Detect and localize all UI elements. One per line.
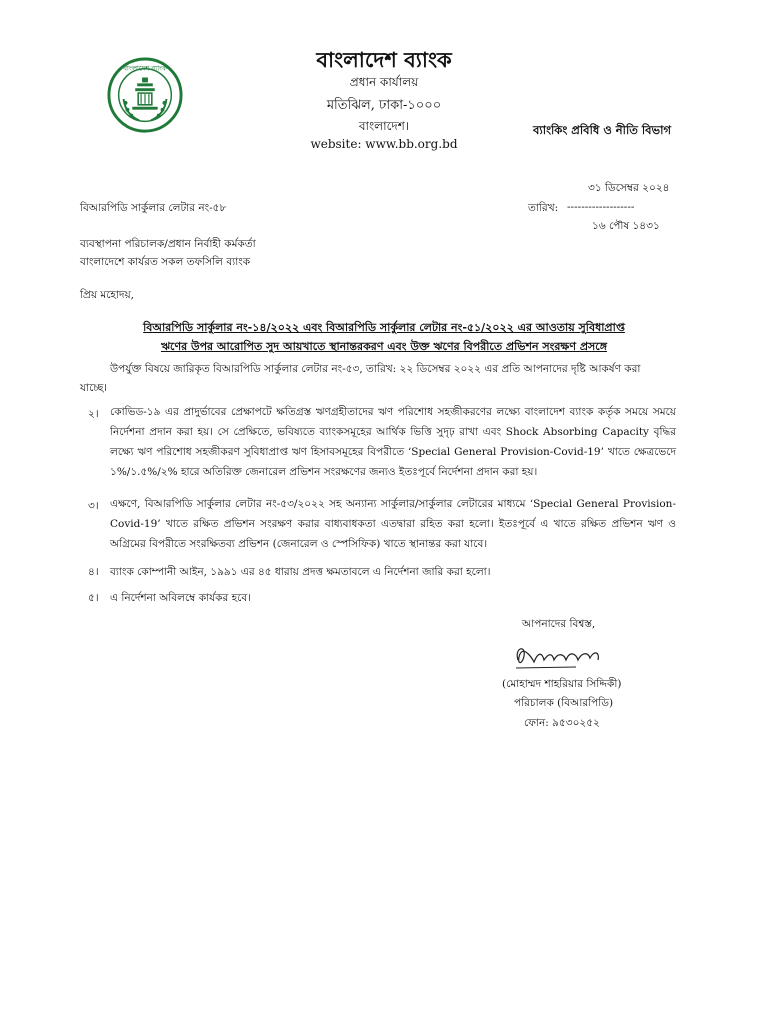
signatory-phone: ফোন: ৯৫৩০২৫২ (524, 717, 600, 729)
bank-name: বাংলাদেশ ব্যাংক (316, 47, 452, 72)
paragraph-5-number: ৫। (88, 592, 99, 604)
paragraph-4: ব্যাংক কোম্পানী আইন, ১৯৯১ এর ৪৫ ধারায় প্রদত্ত ক্ষমতাবলে এ নির্দেশনা জারি করা হলো। (110, 566, 491, 578)
paragraph-3-number: ৩। (88, 500, 99, 512)
paragraph-3: এক্ষণে, বিআরপিডি সার্কুলার লেটার নং-৫৩/২০২২ সহ অন্যান্য সার্কুলার/সার্কুলার লেটারের মাধ্যমে ‘Special General Provision-Covid-19’ খাতে রক্ষিত প্রভিশন সংরক্ষণ করার বাধ্যবাধকতা এতদ্বারা রহিত করা হলো। ইতঃপূর্বে এ খাতে রক্ষিত প্রভিশন ঋণ ও অগ্রিমের বিপরীতে সংরক্ষিতব্য প্রভিশন (জেনারেল ও স্পেসিফিক) খাতে স্থানান্তর করা যাবে। (110, 498, 676, 550)
letter-number: বিআরপিডি সার্কুলার লেটার নং-৫৮ (80, 202, 227, 214)
office-name: প্রধান কার্যালয় (349, 75, 419, 89)
paragraph-2: কোভিড-১৯ এর প্রাদুর্ভাবের প্রেক্ষাপটে ক্ষতিগ্রস্ত ঋণগ্রহীতাদের ঋণ পরিশোধ সহজীকরণের লক্ষ্যে বাংলাদেশ ব্যাংক কর্তৃক সময়ে সময়ে নির্দেশনা প্রদান করা হয়। সে প্রেক্ষিতে, ভবিষ্যতে ব্যাংকসমূহের আর্থিক ভিত্তি সুদৃঢ় রাখা এবং Shock Absorbing Capacity বৃদ্ধির লক্ষ্যে ঋণ পরিশোধ সহজীকরণ সুবিধাপ্রাপ্ত ঋণ হিসাবসমূহের বিপরীতে ‘Special General Provision-Covid-19’ খাতে ক্ষেত্রভেদে ১%/১.৫%/২% হারে অতিরিক্ত জেনারেল প্রভিশন সংরক্ষণের জন্যও ইতঃপূর্বে নির্দেশনা প্রদান করা হয়। (110, 406, 676, 478)
svg-text:বাংলাদেশ ব্যাংক: বাংলাদেশ ব্যাংক (123, 64, 167, 73)
office-country: বাংলাদেশ। (358, 119, 410, 133)
salutation: প্রিয় মহোদয়, (80, 289, 135, 301)
intro-line-2: যাচ্ছে। (80, 382, 108, 394)
department-name: ব্যাংকিং প্রবিধি ও নীতি বিভাগ (533, 123, 671, 137)
date-label: তারিখ: (528, 202, 559, 214)
date-bangla: ১৬ পৌষ ১৪৩১ (592, 220, 660, 232)
date-divider: ------------------- (567, 201, 635, 213)
date-gregorian: ৩১ ডিসেম্বর ২০২৪ (588, 182, 670, 194)
office-area: মতিঝিল, ঢাকা-১০০০ (326, 98, 442, 113)
subject-line-1: বিআরপিডি সার্কুলার নং-১৪/২০২২ এবং বিআরপিডি সার্কুলার লেটার নং-৫১/২০২২ এর আওতায় সুবিধাপ্রাপ্ত (143, 321, 625, 334)
recipient-line-1: ব্যবস্থাপনা পরিচালক/প্রধান নির্বাহী কর্মকর্তা (80, 238, 256, 250)
paragraph-5: এ নির্দেশনা অবিলম্বে কার্যকর হবে। (110, 592, 251, 604)
closing: আপনাদের বিশ্বস্ত, (522, 618, 596, 630)
signature-image (512, 638, 604, 674)
paragraph-2-number: ২। (88, 408, 99, 420)
signatory-name: (মোহাম্মদ শাহরিয়ার সিদ্দিকী) (502, 678, 622, 690)
intro-line-1: উপর্যুক্ত বিষয়ে জারিকৃত বিআরপিডি সার্কুলার লেটার নং-৫৩, তারিখ: ২২ ডিসেম্বর ২০২২ এর প্রতি আপনাদের দৃষ্টি আকর্ষণ করা (110, 363, 641, 375)
website-link[interactable]: website: www.bb.org.bd (310, 137, 458, 151)
subject-line-2: ঋণের উপর আরোপিত সুদ আয়খাতে স্থানান্তরকরণ এবং উক্ত ঋণের বিপরীতে প্রভিশন সংরক্ষণ প্রসঙ্গে (160, 340, 608, 353)
signatory-title: পরিচালক (বিআরপিডি) (514, 697, 614, 709)
paragraph-4-number: ৪। (88, 566, 99, 578)
recipient-line-2: বাংলাদেশে কার্যরত সকল তফসিলি ব্যাংক (80, 256, 251, 268)
